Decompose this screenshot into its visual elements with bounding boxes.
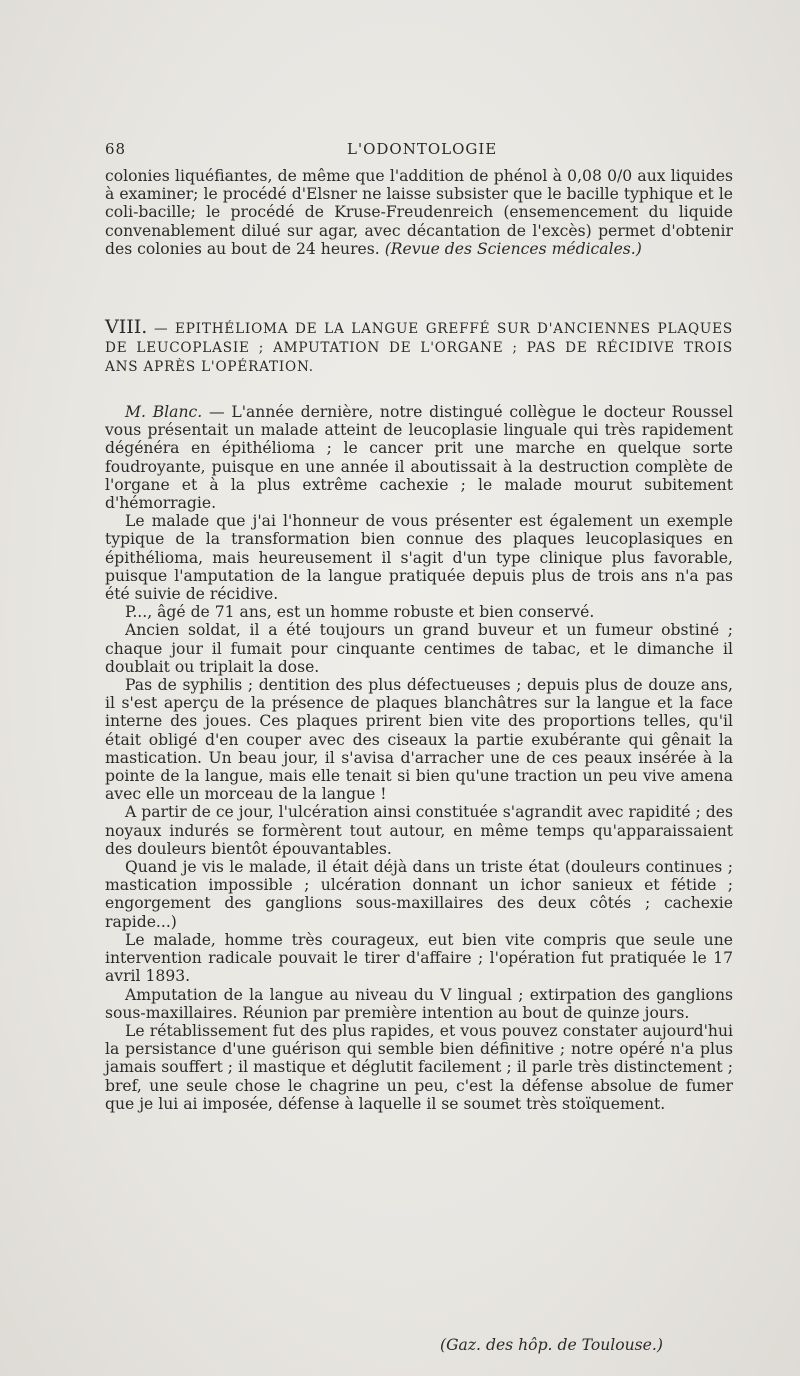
running-title: L'ODONTOLOGIE xyxy=(347,140,498,158)
section-title: — EPITHÉLIOMA DE LA LANGUE GREFFÉ SUR D'ANCIENNES PLAQUES DE LEUCOPLASIE ; AMPUTATION DE L'ORGANE ; PAS DE RÉCIDIVE TROIS ANS APRÈS L'OPÉRATION. xyxy=(105,321,733,375)
paragraph-text: — L'année dernière, notre distingué collègue le docteur Roussel vous présentait un malade atteint de leucoplasie linguale qui très rapidement dégénéra en épithélioma ; le cancer prit une marche en quelque sorte foudroyante, puisque en une année il aboutissait à la destruction complète de l'organe et à la plus extrême cachexie ; le malade mourut subitement d'hémorragie. xyxy=(105,403,733,513)
paragraph: Le malade que j'ai l'honneur de vous présenter est également un exemple typique de la transformation bien connue des plaques leucoplasiques en épithélioma, mais heureusement il s'agit d'un type clinique plus favorable, puisque l'amputation de la langue pratiquée depuis plus de trois ans n'a pas été suivie de récidive. xyxy=(105,512,733,604)
paragraph: P..., âgé de 71 ans, est un homme robuste et bien conservé. xyxy=(125,603,595,622)
paragraph xyxy=(105,403,733,512)
speaker-name: M. Blanc. xyxy=(125,403,203,421)
paragraph: Quand je vis le malade, il était déjà dans un triste état (douleurs continues ; mastication impossible ; ulcération donnant un ichor sanieux et fétide ; engorgement des ganglions sous-maxillaires des deux côtés ; cachexie rapide...) xyxy=(105,858,733,931)
paragraph: Ancien soldat, il a été toujours un grand buveur et un fumeur obstiné ; chaque jour il fumait pour cinquante centimes de tabac, et le dimanche il doublait ou triplait la dose. xyxy=(105,621,733,676)
source-citation: (Gaz. des hôp. de Toulouse.) xyxy=(440,1336,663,1354)
paragraph: Le malade, homme très courageux, eut bien vite compris que seule une intervention radicale pouvait le tirer d'affaire ; l'opération fut pratiquée le 17 avril 1893. xyxy=(105,930,733,986)
article-body xyxy=(105,403,733,1113)
paragraph: Amputation de la langue au niveau du V lingual ; extirpation des ganglions sous-maxillaires. Réunion par première intention au bout de quinze jours. xyxy=(105,985,733,1022)
paragraph: A partir de ce jour, l'ulcération ainsi constituée s'agrandit avec rapidité ; des noyaux indurés se formèrent tout autour, en même temps qu'apparaissaient des douleurs bientôt épouvantables. xyxy=(105,803,733,858)
paragraph: Le rétablissement fut des plus rapides, et vous pouvez constater aujourd'hui la persistance d'une guérison qui semble bien définitive ; notre opéré n'a plus jamais souffert ; il mastique et déglutit facilement ; il parle très distinctement ; bref, une seule chose le chagrine un peu, c'est la défense absolue de fumer que je lui ai imposée, défense à laquelle il se soumet très stoïquement. xyxy=(105,1021,733,1113)
section-number: VIII. xyxy=(105,316,148,338)
section-heading xyxy=(105,318,733,377)
page-number: 68 xyxy=(105,140,127,158)
page-header xyxy=(105,140,733,164)
citation: (Revue des Sciences médicales.) xyxy=(384,239,642,258)
paragraph: Pas de syphilis ; dentition des plus défectueuses ; depuis plus de douze ans, il s'est aperçu de la présence de plaques blanchâtres sur la langue et la face interne des joues. Ces plaques prirent bien vite des proportions telles, qu'il était obligé d'en couper avec des ciseaux la partie exubérante qui gênait la mastication. Un beau jour, il s'avisa d'arracher une de ces peaux insérée à la pointe de la langue, mais elle tenait si bien qu'une traction un peu vive amena avec elle un morceau de la langue ! xyxy=(105,676,733,804)
continued-paragraph xyxy=(105,167,733,258)
paragraph-text: colonies liquéfiantes, de même que l'addition de phénol à 0,08 0/0 aux liquides à examiner; le procédé d'Elsner ne laisse subsister que le bacille typhique et le coli-bacille; le procédé de Kruse-Freudenreich (ensemencement du liquide convenablement dilué sur agar, avec décantation de l'excès) permet d'obtenir des colonies au bout de 24 heures. xyxy=(105,167,733,258)
